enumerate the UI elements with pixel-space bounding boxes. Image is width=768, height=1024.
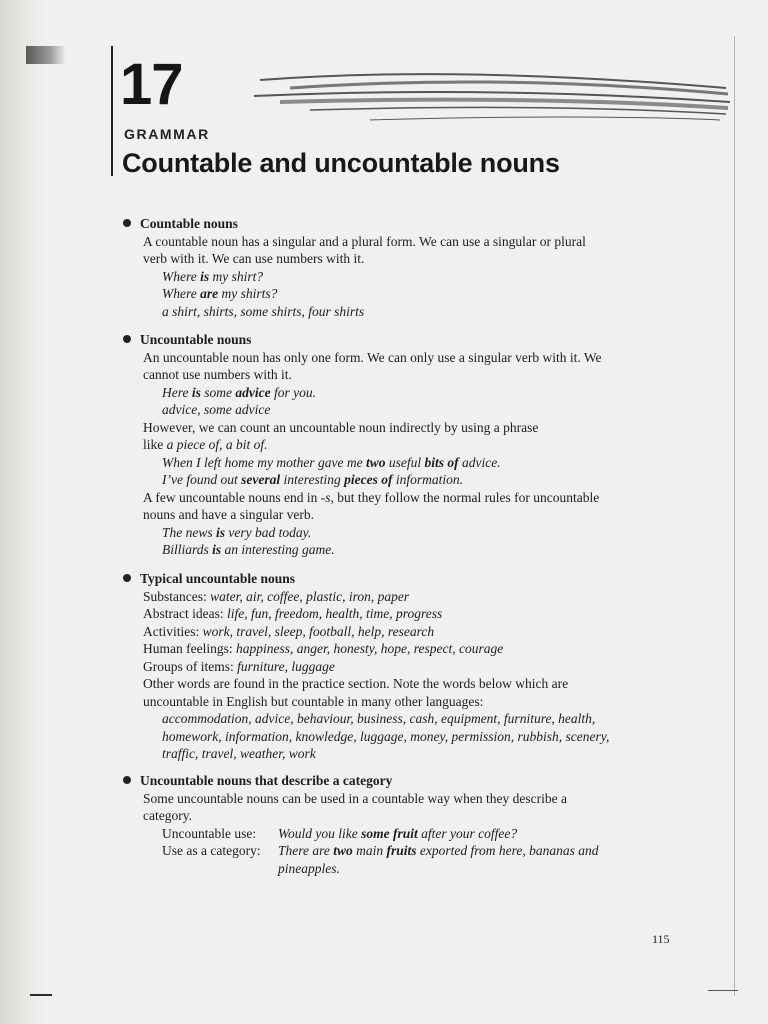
corner-mark bbox=[30, 994, 52, 996]
paragraph-line: verb with it. We can use numbers with it. bbox=[143, 251, 365, 266]
usage-example: There are two main fruits exported from here, bananas and pineapples. bbox=[278, 843, 599, 876]
example-sentence: Where is my shirt? bbox=[162, 268, 264, 284]
paragraph-line: Some uncountable nouns can be used in a countable way when they describe a bbox=[143, 790, 567, 806]
corner-mark bbox=[708, 990, 738, 991]
decorative-swoosh bbox=[250, 68, 734, 124]
page-edge-rule bbox=[734, 36, 735, 996]
usage-label: Uncountable use: bbox=[162, 825, 257, 841]
paragraph-line: A countable noun has a singular and a plural form. We can use a singular or plural bbox=[143, 233, 586, 249]
section-heading: Typical uncountable nouns bbox=[123, 570, 683, 588]
example-sentence: Where are my shirts? bbox=[162, 286, 278, 301]
paragraph-line: category. bbox=[143, 808, 192, 823]
usage-row bbox=[162, 825, 683, 843]
category-row: Human feelings: happiness, anger, honesty, hope, respect, courage bbox=[143, 641, 504, 656]
section-heading: Countable nouns bbox=[123, 215, 683, 233]
section-countable-nouns bbox=[123, 215, 683, 320]
scan-shadow bbox=[0, 0, 46, 1024]
paragraph-line: An uncountable noun has only one form. We can only use a singular verb with it. We bbox=[143, 349, 602, 365]
category-row: Substances: water, air, coffee, plastic, iron, paper bbox=[143, 588, 410, 604]
paragraph-line: However, we can count an uncountable noun indirectly by using a phrase bbox=[143, 419, 539, 435]
example-sentence: When I left home my mother gave me two useful bits of advice. bbox=[162, 454, 501, 470]
paragraph-line: cannot use numbers with it. bbox=[143, 367, 292, 382]
section-label: GRAMMAR bbox=[124, 126, 210, 142]
word-list: accommodation, advice, behaviour, business, cash, equipment, furniture, health, bbox=[162, 711, 596, 726]
paragraph-line: nouns and have a singular verb. bbox=[143, 507, 314, 522]
example-sentence: advice, some advice bbox=[162, 402, 271, 417]
usage-label: Use as a category: bbox=[162, 843, 261, 858]
section-heading: Uncountable nouns that describe a category bbox=[123, 772, 683, 790]
example-sentence: The news is very bad today. bbox=[162, 524, 312, 540]
chapter-divider bbox=[111, 46, 113, 176]
paragraph-line: A few uncountable nouns end in -s, but they follow the normal rules for uncountable bbox=[143, 489, 600, 505]
paragraph-line: Other words are found in the practice section. Note the words below which are bbox=[143, 676, 569, 691]
word-list: homework, information, knowledge, luggage, money, permission, rubbish, scenery, bbox=[162, 728, 610, 744]
corner-mark bbox=[26, 46, 66, 64]
example-sentence: Billiards is an interesting game. bbox=[162, 542, 335, 557]
category-row: Abstract ideas: life, fun, freedom, health, time, progress bbox=[143, 606, 443, 621]
section-category-nouns bbox=[123, 772, 683, 877]
page-title: Countable and uncountable nouns bbox=[122, 148, 560, 178]
section-uncountable-nouns bbox=[123, 331, 683, 559]
example-sentence: I’ve found out several interesting pieces of information. bbox=[162, 472, 463, 487]
bullet-icon bbox=[123, 219, 131, 227]
paragraph-line: uncountable in English but countable in many other languages: bbox=[143, 693, 484, 709]
usage-row bbox=[162, 842, 683, 877]
word-list: traffic, travel, weather, work bbox=[162, 746, 316, 761]
usage-table bbox=[123, 825, 683, 878]
chapter-number: 17 bbox=[120, 52, 183, 117]
paragraph-line: like a piece of, a bit of. bbox=[143, 437, 268, 452]
bullet-icon bbox=[123, 335, 131, 343]
usage-example: Would you like some fruit after your coffee? bbox=[278, 825, 518, 841]
bullet-icon bbox=[123, 574, 131, 582]
page-number: 115 bbox=[652, 932, 670, 946]
example-sentence: a shirt, shirts, some shirts, four shirts bbox=[162, 303, 365, 319]
category-row: Groups of items: furniture, luggage bbox=[143, 658, 335, 674]
category-row: Activities: work, travel, sleep, football, help, research bbox=[143, 623, 435, 639]
section-typical-uncountable-nouns bbox=[123, 570, 683, 763]
bullet-icon bbox=[123, 776, 131, 784]
section-heading: Uncountable nouns bbox=[123, 331, 683, 349]
example-sentence: Here is some advice for you. bbox=[162, 384, 316, 400]
